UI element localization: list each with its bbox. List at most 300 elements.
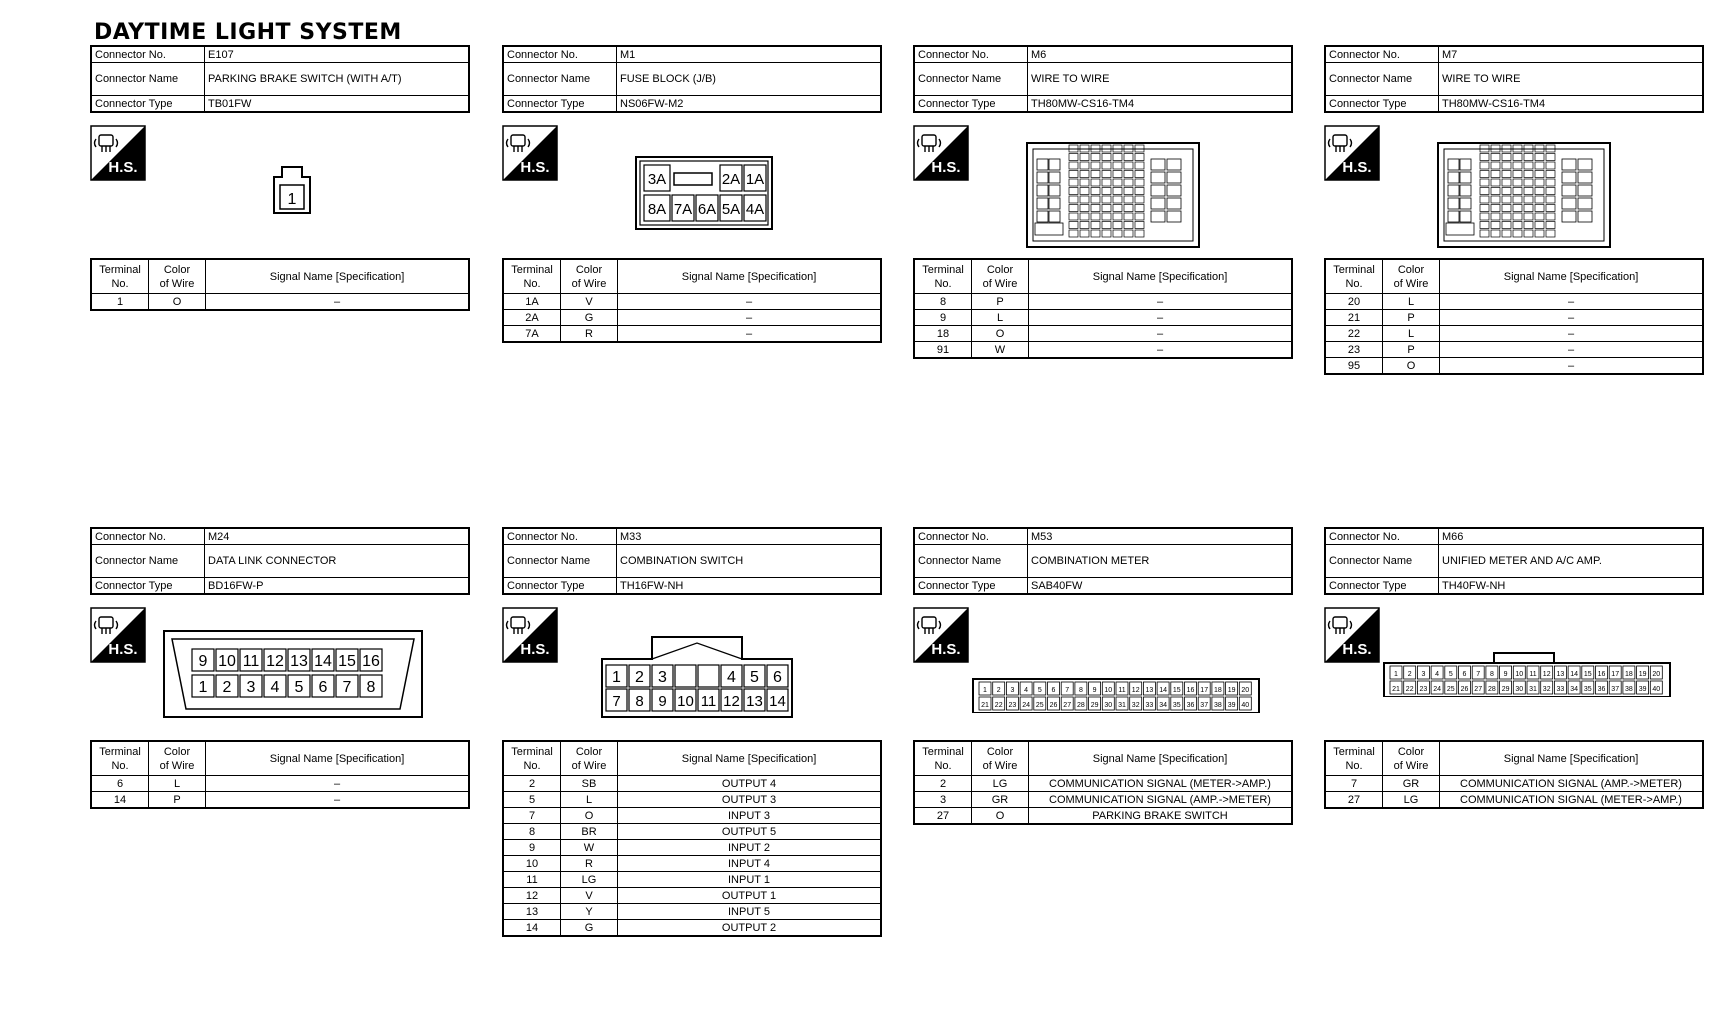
- connector-info-table: [913, 527, 1293, 595]
- terminal-row: [91, 792, 469, 809]
- pin-number: 14: [1159, 687, 1167, 694]
- pin-number: 29: [1090, 702, 1099, 709]
- wire-color-cell: O: [561, 808, 618, 824]
- terminal-table: [1324, 258, 1704, 375]
- terminal-no-cell: 7: [503, 808, 561, 824]
- terminal-row: [914, 310, 1292, 326]
- terminal-table-header: [503, 741, 881, 776]
- wire-color-cell: V: [561, 888, 618, 904]
- pin-label: 3: [658, 669, 667, 686]
- terminal-no-header: Terminal No.: [503, 741, 561, 776]
- pin-number: 5: [1037, 687, 1042, 694]
- connector-face-diagram: [598, 635, 796, 724]
- connector-type-value: TB01FW: [205, 96, 470, 113]
- pin-number: 2: [996, 687, 1001, 694]
- terminal-no-cell: 2: [503, 776, 561, 792]
- connector-type-value: SAB40FW: [1028, 578, 1293, 595]
- pin-number: 25: [1035, 702, 1044, 709]
- pin-label: 2: [222, 679, 232, 696]
- pin-label: 15: [338, 653, 356, 670]
- pin-number: 19: [1638, 671, 1647, 678]
- terminal-no-cell: 5: [503, 792, 561, 808]
- terminal-no-cell: 6: [91, 776, 149, 792]
- terminal-no-cell: 27: [914, 808, 972, 825]
- terminal-table-header: [91, 259, 469, 294]
- terminal-no-header: Terminal No.: [91, 741, 149, 776]
- pin-label: 7: [342, 679, 352, 696]
- connector-no-value: M66: [1439, 528, 1704, 545]
- wire-color-cell: BR: [561, 824, 618, 840]
- connector-face-diagram: [162, 629, 424, 724]
- terminal-no-cell: 8: [503, 824, 561, 840]
- terminal-row: [503, 904, 881, 920]
- terminal-no-cell: 20: [1325, 294, 1383, 310]
- connector-no-value: M24: [205, 528, 470, 545]
- terminal-no-header: Terminal No.: [1325, 259, 1383, 294]
- pin-number: 27: [1474, 686, 1483, 693]
- connector-type-label: Connector Type: [91, 578, 205, 595]
- connector-no-label: Connector No.: [503, 46, 617, 63]
- pin-label: 5: [294, 679, 304, 696]
- terminal-row: [914, 792, 1292, 808]
- pin-label: 7A: [673, 201, 693, 218]
- pin-number: 38: [1214, 702, 1222, 709]
- pin-label: 12: [723, 693, 740, 710]
- wire-color-cell: O: [972, 808, 1029, 825]
- terminal-no-cell: 23: [1325, 342, 1383, 358]
- connector-type-label: Connector Type: [91, 96, 205, 113]
- connector-no-value: M7: [1439, 46, 1704, 63]
- wire-color-cell: P: [1383, 310, 1440, 326]
- connector-name-label: Connector Name: [914, 63, 1028, 96]
- pin-number: 22: [994, 702, 1003, 709]
- connector-type-label: Connector Type: [914, 578, 1028, 595]
- signal-name-cell: OUTPUT 4: [618, 776, 882, 792]
- connector-info-table: [90, 45, 470, 113]
- terminal-row: [503, 824, 881, 840]
- pin-number: 30: [1104, 702, 1113, 709]
- signal-name-cell: –: [206, 776, 470, 792]
- wire-color-cell: GR: [1383, 776, 1440, 792]
- connector-block-m6: [913, 45, 1293, 445]
- pin-label: 14: [769, 693, 786, 710]
- pin-number: 38: [1625, 686, 1633, 693]
- pin-label: 7: [612, 693, 621, 710]
- hs-label: H.S.: [520, 159, 550, 176]
- signal-name-cell: COMMUNICATION SIGNAL (AMP.->METER): [1029, 792, 1293, 808]
- connector-info-table: [502, 45, 882, 113]
- connector-no-label: Connector No.: [91, 528, 205, 545]
- terminal-no-cell: 14: [503, 920, 561, 937]
- terminal-row: [1325, 358, 1703, 375]
- connector-no-label: Connector No.: [503, 528, 617, 545]
- terminal-table: [1324, 740, 1704, 809]
- pin-number: 3: [1421, 671, 1426, 678]
- terminal-no-cell: 21: [1325, 310, 1383, 326]
- pin-label: 3: [246, 679, 256, 696]
- terminal-no-cell: 22: [1325, 326, 1383, 342]
- pin-number: 15: [1583, 671, 1592, 678]
- connector-name-value: UNIFIED METER AND A/C AMP.: [1439, 545, 1704, 578]
- connector-info-table: [1324, 527, 1704, 595]
- pin-label: 3A: [647, 171, 667, 188]
- pin-label: 8: [366, 679, 376, 696]
- pin-label: 10: [677, 693, 694, 710]
- pin-number: 40: [1241, 702, 1250, 709]
- hs-label: H.S.: [108, 159, 138, 176]
- pin-number: 28: [1488, 686, 1496, 693]
- connector-type-value: TH40FW-NH: [1439, 578, 1704, 595]
- pin-number: 17: [1200, 687, 1209, 694]
- connector-face-diagram: [1382, 649, 1672, 702]
- terminal-no-cell: 10: [503, 856, 561, 872]
- pin-number: 26: [1460, 686, 1469, 693]
- pin-number: 39: [1638, 686, 1647, 693]
- pin-number: 33: [1145, 702, 1154, 709]
- signal-name-header: Signal Name [Specification]: [1029, 259, 1293, 294]
- wire-color-cell: LG: [972, 776, 1029, 792]
- pin-number: 34: [1159, 702, 1167, 709]
- pin-label: 6A: [697, 201, 717, 218]
- pin-number: 15: [1172, 687, 1181, 694]
- pin-number: 31: [1118, 702, 1126, 709]
- pin-number: 32: [1131, 702, 1140, 709]
- wire-color-cell: G: [561, 920, 618, 937]
- terminal-row: [503, 792, 881, 808]
- signal-name-cell: INPUT 3: [618, 808, 882, 824]
- terminal-no-cell: 7: [1325, 776, 1383, 792]
- terminal-table-header: [914, 741, 1292, 776]
- signal-name-cell: –: [1440, 342, 1704, 358]
- signal-name-cell: –: [618, 326, 882, 343]
- pin-number: 40: [1652, 686, 1661, 693]
- pin-label: 8A: [647, 201, 667, 218]
- pin-number: 37: [1611, 686, 1620, 693]
- pin-number: 35: [1172, 702, 1181, 709]
- terminal-row: [914, 808, 1292, 825]
- signal-name-header: Signal Name [Specification]: [1029, 741, 1293, 776]
- connector-type-label: Connector Type: [1325, 96, 1439, 113]
- harness-side-icon: [90, 125, 146, 181]
- terminal-no-cell: 2A: [503, 310, 561, 326]
- connector-info-table: [1324, 45, 1704, 113]
- pin-label: 13: [746, 693, 763, 710]
- wire-color-cell: W: [972, 342, 1029, 359]
- harness-side-icon: [913, 607, 969, 663]
- wire-color-cell: W: [561, 840, 618, 856]
- signal-name-header: Signal Name [Specification]: [1440, 259, 1704, 294]
- connector-info-table: [502, 527, 882, 595]
- connector-name-label: Connector Name: [503, 63, 617, 96]
- wire-color-cell: O: [149, 294, 206, 311]
- pin-number: 27: [1063, 702, 1072, 709]
- color-of-wire-header: Color of Wire: [972, 259, 1029, 294]
- connector-no-value: M6: [1028, 46, 1293, 63]
- connector-name-value: COMBINATION SWITCH: [617, 545, 882, 578]
- pin-number: 28: [1077, 702, 1085, 709]
- pin-label: 12: [266, 653, 284, 670]
- pin-number: 8: [1489, 671, 1494, 678]
- pin-number: 11: [1529, 671, 1537, 678]
- signal-name-cell: –: [1029, 294, 1293, 310]
- page-title: DAYTIME LIGHT SYSTEM: [94, 20, 402, 45]
- terminal-row: [1325, 294, 1703, 310]
- wire-color-cell: V: [561, 294, 618, 310]
- connector-name-value: PARKING BRAKE SWITCH (WITH A/T): [205, 63, 470, 96]
- connector-type-value: BD16FW-P: [205, 578, 470, 595]
- signal-name-cell: –: [1440, 310, 1704, 326]
- pin-number: 7: [1476, 671, 1481, 678]
- connector-block-m1: [502, 45, 882, 445]
- wire-color-cell: L: [1383, 294, 1440, 310]
- wire-color-cell: LG: [561, 872, 618, 888]
- connector-name-value: FUSE BLOCK (J/B): [617, 63, 882, 96]
- connector-no-label: Connector No.: [914, 528, 1028, 545]
- pin-label: 10: [218, 653, 236, 670]
- terminal-row: [1325, 326, 1703, 342]
- color-of-wire-header: Color of Wire: [1383, 741, 1440, 776]
- pin-label: 1: [287, 191, 297, 208]
- terminal-row: [503, 776, 881, 792]
- connector-no-label: Connector No.: [914, 46, 1028, 63]
- terminal-row: [1325, 342, 1703, 358]
- terminal-table-header: [1325, 259, 1703, 294]
- terminal-no-cell: 12: [503, 888, 561, 904]
- signal-name-cell: –: [1440, 326, 1704, 342]
- pin-label: 1: [612, 669, 621, 686]
- signal-name-header: Signal Name [Specification]: [1440, 741, 1704, 776]
- signal-name-cell: –: [206, 294, 470, 311]
- connector-type-value: TH16FW-NH: [617, 578, 882, 595]
- signal-name-cell: OUTPUT 5: [618, 824, 882, 840]
- connector-no-value: M33: [617, 528, 882, 545]
- pin-number: 26: [1049, 702, 1058, 709]
- pin-label: 11: [700, 693, 717, 710]
- signal-name-cell: –: [618, 294, 882, 310]
- terminal-table: [913, 258, 1293, 359]
- wire-color-cell: P: [149, 792, 206, 809]
- signal-name-cell: PARKING BRAKE SWITCH: [1029, 808, 1293, 825]
- connector-type-value: TH80MW-CS16-TM4: [1439, 96, 1704, 113]
- pin-number: 23: [1419, 686, 1428, 693]
- connector-block-m66: [1324, 527, 1704, 927]
- terminal-row: [91, 776, 469, 792]
- terminal-table: [90, 740, 470, 809]
- terminal-no-cell: 1A: [503, 294, 561, 310]
- terminal-row: [1325, 310, 1703, 326]
- terminal-no-header: Terminal No.: [1325, 741, 1383, 776]
- pin-number: 35: [1583, 686, 1592, 693]
- terminal-no-cell: 13: [503, 904, 561, 920]
- signal-name-cell: –: [1029, 342, 1293, 359]
- connector-face-diagram: [270, 163, 314, 222]
- signal-name-cell: COMMUNICATION SIGNAL (METER->AMP.): [1440, 792, 1704, 809]
- terminal-row: [914, 776, 1292, 792]
- connector-name-label: Connector Name: [1325, 545, 1439, 578]
- pin-number: 33: [1556, 686, 1565, 693]
- connector-name-value: WIRE TO WIRE: [1028, 63, 1293, 96]
- pin-number: 13: [1145, 687, 1154, 694]
- terminal-no-cell: 14: [91, 792, 149, 809]
- connector-type-value: TH80MW-CS16-TM4: [1028, 96, 1293, 113]
- pin-label: 4: [727, 669, 736, 686]
- connector-no-value: M53: [1028, 528, 1293, 545]
- terminal-table: [913, 740, 1293, 825]
- terminal-no-cell: 27: [1325, 792, 1383, 809]
- connector-name-value: COMBINATION METER: [1028, 545, 1293, 578]
- pin-label: 1A: [745, 171, 765, 188]
- terminal-no-cell: 3: [914, 792, 972, 808]
- wire-color-cell: LG: [1383, 792, 1440, 809]
- hs-label: H.S.: [1342, 159, 1372, 176]
- wire-color-cell: L: [972, 310, 1029, 326]
- connector-type-label: Connector Type: [1325, 578, 1439, 595]
- pin-number: 20: [1241, 687, 1250, 694]
- pin-number: 17: [1611, 671, 1620, 678]
- terminal-table-header: [1325, 741, 1703, 776]
- connector-no-label: Connector No.: [1325, 46, 1439, 63]
- connector-block-m7: [1324, 45, 1704, 445]
- connector-face-diagram: [971, 665, 1261, 718]
- wire-color-cell: R: [561, 856, 618, 872]
- pin-number: 16: [1597, 671, 1606, 678]
- pin-number: 1: [1394, 671, 1398, 678]
- terminal-row: [91, 294, 469, 311]
- connector-face-diagram: [1436, 137, 1612, 254]
- pin-number: 25: [1446, 686, 1455, 693]
- pin-number: 11: [1118, 687, 1126, 694]
- terminal-no-cell: 91: [914, 342, 972, 359]
- terminal-no-header: Terminal No.: [91, 259, 149, 294]
- pin-number: 30: [1515, 686, 1524, 693]
- wire-color-cell: P: [1383, 342, 1440, 358]
- color-of-wire-header: Color of Wire: [149, 259, 206, 294]
- pin-number: 4: [1435, 671, 1440, 678]
- harness-side-icon: [90, 607, 146, 663]
- signal-name-cell: –: [618, 310, 882, 326]
- connector-name-value: DATA LINK CONNECTOR: [205, 545, 470, 578]
- signal-name-cell: –: [1440, 358, 1704, 375]
- harness-side-icon: [1324, 607, 1380, 663]
- color-of-wire-header: Color of Wire: [149, 741, 206, 776]
- pin-number: 18: [1214, 687, 1222, 694]
- harness-side-icon: [502, 125, 558, 181]
- pin-number: 13: [1556, 671, 1565, 678]
- terminal-no-cell: 9: [503, 840, 561, 856]
- signal-name-cell: INPUT 4: [618, 856, 882, 872]
- pin-number: 9: [1503, 671, 1508, 678]
- terminal-no-cell: 95: [1325, 358, 1383, 375]
- color-of-wire-header: Color of Wire: [972, 741, 1029, 776]
- terminal-row: [503, 326, 881, 343]
- pin-label: 2: [635, 669, 644, 686]
- connector-block-m24: [90, 527, 470, 927]
- wire-color-cell: G: [561, 310, 618, 326]
- color-of-wire-header: Color of Wire: [1383, 259, 1440, 294]
- wire-color-cell: SB: [561, 776, 618, 792]
- pin-number: 32: [1542, 686, 1551, 693]
- terminal-row: [503, 888, 881, 904]
- terminal-row: [914, 326, 1292, 342]
- connector-type-label: Connector Type: [503, 96, 617, 113]
- pin-number: 24: [1433, 686, 1441, 693]
- signal-name-cell: COMMUNICATION SIGNAL (AMP.->METER): [1440, 776, 1704, 792]
- hs-label: H.S.: [108, 641, 138, 658]
- terminal-row: [1325, 792, 1703, 809]
- terminal-row: [503, 294, 881, 310]
- pin-label: 11: [242, 653, 260, 670]
- pin-number: 10: [1515, 671, 1524, 678]
- pin-number: 5: [1448, 671, 1453, 678]
- connector-no-label: Connector No.: [91, 46, 205, 63]
- pin-number: 37: [1200, 702, 1209, 709]
- harness-side-icon: [913, 125, 969, 181]
- terminal-row: [1325, 776, 1703, 792]
- signal-name-cell: –: [206, 792, 470, 809]
- pin-label: 2A: [721, 171, 741, 188]
- connector-name-label: Connector Name: [914, 545, 1028, 578]
- terminal-no-cell: 18: [914, 326, 972, 342]
- connector-no-label: Connector No.: [1325, 528, 1439, 545]
- signal-name-cell: INPUT 1: [618, 872, 882, 888]
- signal-name-header: Signal Name [Specification]: [206, 741, 470, 776]
- connector-type-label: Connector Type: [503, 578, 617, 595]
- pin-number: 18: [1625, 671, 1633, 678]
- terminal-row: [503, 840, 881, 856]
- harness-side-icon: [502, 607, 558, 663]
- pin-label: 1: [198, 679, 208, 696]
- signal-name-cell: INPUT 5: [618, 904, 882, 920]
- terminal-table: [90, 258, 470, 311]
- connector-name-label: Connector Name: [1325, 63, 1439, 96]
- pin-label: 9: [198, 653, 208, 670]
- color-of-wire-header: Color of Wire: [561, 741, 618, 776]
- wire-color-cell: P: [972, 294, 1029, 310]
- pin-number: 7: [1065, 687, 1070, 694]
- pin-number: 19: [1227, 687, 1236, 694]
- signal-name-header: Signal Name [Specification]: [618, 741, 882, 776]
- pin-number: 21: [1392, 686, 1400, 693]
- pin-number: 31: [1529, 686, 1537, 693]
- connector-name-label: Connector Name: [503, 545, 617, 578]
- pin-number: 16: [1186, 687, 1195, 694]
- signal-name-header: Signal Name [Specification]: [206, 259, 470, 294]
- terminal-row: [914, 294, 1292, 310]
- signal-name-cell: OUTPUT 3: [618, 792, 882, 808]
- terminal-no-cell: 2: [914, 776, 972, 792]
- pin-number: 1: [983, 687, 987, 694]
- pin-number: 23: [1008, 702, 1017, 709]
- pin-label: 8: [635, 693, 644, 710]
- connector-name-label: Connector Name: [91, 545, 205, 578]
- signal-name-cell: –: [1029, 326, 1293, 342]
- pin-label: 14: [314, 653, 332, 670]
- wire-color-cell: O: [972, 326, 1029, 342]
- terminal-table: [502, 258, 882, 343]
- pin-label: 9: [658, 693, 667, 710]
- pin-number: 22: [1405, 686, 1414, 693]
- connector-no-value: M1: [617, 46, 882, 63]
- connector-name-label: Connector Name: [91, 63, 205, 96]
- terminal-no-cell: 1: [91, 294, 149, 311]
- hs-label: H.S.: [931, 159, 961, 176]
- wire-color-cell: L: [1383, 326, 1440, 342]
- terminal-table-header: [91, 741, 469, 776]
- signal-name-cell: INPUT 2: [618, 840, 882, 856]
- connector-block-m33: [502, 527, 882, 934]
- pin-number: 36: [1597, 686, 1606, 693]
- terminal-row: [503, 856, 881, 872]
